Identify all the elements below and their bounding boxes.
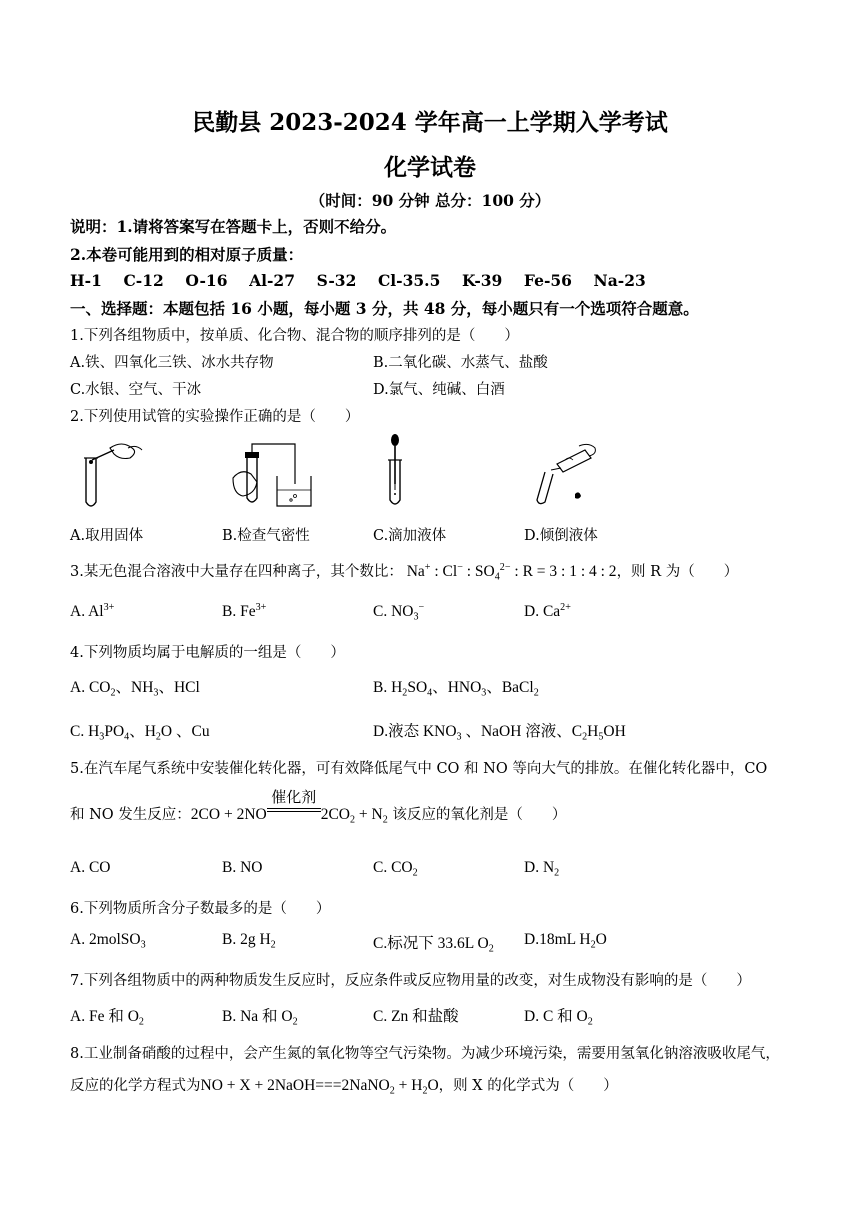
q6-stem: 6.下列物质所含分子数最多的是（ ） xyxy=(70,901,331,917)
q1-option-d: D.氯气、纯碱、白酒 xyxy=(373,382,505,398)
mass-item: Al-27 xyxy=(249,271,295,290)
equal-arrow xyxy=(267,808,321,812)
catalyst-label: 催化剂 xyxy=(271,790,317,806)
q1-option-c: C.水银、空气、干冰 xyxy=(70,382,202,398)
q6-option-b: B. 2g $H_2$ xyxy=(222,931,276,951)
atomic-masses xyxy=(70,271,646,290)
mass-item: Na-23 xyxy=(593,271,646,290)
q5-option-b: B. NO xyxy=(222,859,263,876)
mass-item: Fe-56 xyxy=(523,271,572,290)
q3-option-b: B. $Fe^{3+}$ xyxy=(222,601,267,620)
q7-option-b: B. Na 和 $O_2$ xyxy=(222,1008,298,1028)
pour-liquid-icon xyxy=(525,442,605,512)
q7-option-c: C. Zn 和盐酸 xyxy=(373,1008,459,1025)
exam-title: 民勤县 2023-2024 学年高一上学期入学考试 xyxy=(192,109,668,136)
q1-stem: 1.下列各组物质中，按单质、化合物、混合物的顺序排列的是（ ） xyxy=(70,328,519,344)
q1-option-a: A.铁、四氧化三铁、冰水共存物 xyxy=(70,355,274,371)
q2-option-a: A.取用固体 xyxy=(70,528,144,544)
mass-item: C-12 xyxy=(123,271,164,290)
note-1: 说明：1.请将答案写在答题卡上，否则不给分。 xyxy=(70,217,397,236)
q3-option-a: A. $Al^{3+}$ xyxy=(70,601,115,620)
q8-line-2: 反应的化学方程式为NO + X + 2NaOH===2NaNO$_2$ + $H_2O$，则 X 的化学式为（ ） xyxy=(70,1077,618,1097)
test-tube-solid-icon xyxy=(70,440,150,515)
q4-option-d: D.液态 $KNO_3$ 、NaOH 溶液、$C_2H_5OH$ xyxy=(373,723,626,743)
q3-stem: 3.某无色混合溶液中大量存在四种离子，其个数比： Na+ : Cl− : $SO_4^{2-}$ : R = 3 : 1 : 4 : 2，则 R 为（ ） xyxy=(70,561,739,583)
q2-option-b: B.检查气密性 xyxy=(222,528,310,544)
q3-option-d: D. $Ca^{2+}$ xyxy=(524,601,571,620)
q5-option-c: C. $CO_2$ xyxy=(373,859,418,879)
q2-option-d: D.倾倒液体 xyxy=(524,528,598,544)
mass-item: O-16 xyxy=(185,271,228,290)
dropper-icon xyxy=(380,432,420,512)
mass-item: K-39 xyxy=(461,271,503,290)
exam-subtitle: 化学试卷 xyxy=(384,154,476,181)
airtightness-check-icon xyxy=(225,438,315,516)
q3-option-c: C. $NO_3^-$ xyxy=(373,601,425,623)
q5-option-a: A. CO xyxy=(70,859,111,876)
q7-option-a: A. Fe 和 $O_2$ xyxy=(70,1008,144,1028)
q8-line-1: 8.工业制备硝酸的过程中，会产生氮的氧化物等空气污染物。为减少环境污染，需要用氢氧化钠溶液吸收尾气， xyxy=(70,1046,780,1062)
q2-stem: 2.下列使用试管的实验操作正确的是（ ） xyxy=(70,409,360,425)
q6-option-c: C.标况下 33.6L $O_2$ xyxy=(373,935,494,955)
q5-line-1: 5.在汽车尾气系统中安装催化转化器，可有效降低尾气中 CO 和 NO 等向大气的排放。在催化转化器中，CO xyxy=(70,761,768,777)
q4-option-a: A. $CO_2$、$NH_3$、HCl xyxy=(70,679,200,699)
q5-line-2: 和 NO 发生反应：2CO + 2NO 催化剂 $2CO_2 + N_2$ 该反应的氧化剂是（ ） xyxy=(70,786,566,826)
q2-option-c: C.滴加液体 xyxy=(373,528,447,544)
q5-option-d: D. $N_2$ xyxy=(524,859,560,879)
q4-option-b: B. $H_2SO_4$、$HNO_3$、BaCl$_2$ xyxy=(373,679,539,699)
q1-option-b: B.二氧化碳、水蒸气、盐酸 xyxy=(373,355,548,371)
q4-option-c: C. $H_3PO_4$、$H_2O$ 、Cu xyxy=(70,723,210,743)
mass-item: H-1 xyxy=(70,271,102,290)
section-heading: 一、选择题：本题包括 16 小题，每小题 3 分，共 48 分，每小题只有一个选项符合题意。 xyxy=(70,299,699,318)
q7-option-d: D. C 和 $O_2$ xyxy=(524,1008,593,1028)
q4-stem: 4.下列物质均属于电解质的一组是（ ） xyxy=(70,645,345,661)
q6-option-a: A. 2molSO$_3$ xyxy=(70,931,146,951)
time-info: （时间：90 分钟 总分：100 分） xyxy=(309,191,551,210)
q6-option-d: D.18mL $H_2O$ xyxy=(524,931,607,951)
mass-item: Cl-35.5 xyxy=(377,271,441,290)
q7-stem: 7.下列各组物质中的两种物质发生反应时，反应条件或反应物用量的改变，对生成物没有影响的是（ ） xyxy=(70,973,751,989)
mass-item: S-32 xyxy=(316,271,357,290)
note-2: 2.本卷可能用到的相对原子质量： xyxy=(70,245,304,264)
